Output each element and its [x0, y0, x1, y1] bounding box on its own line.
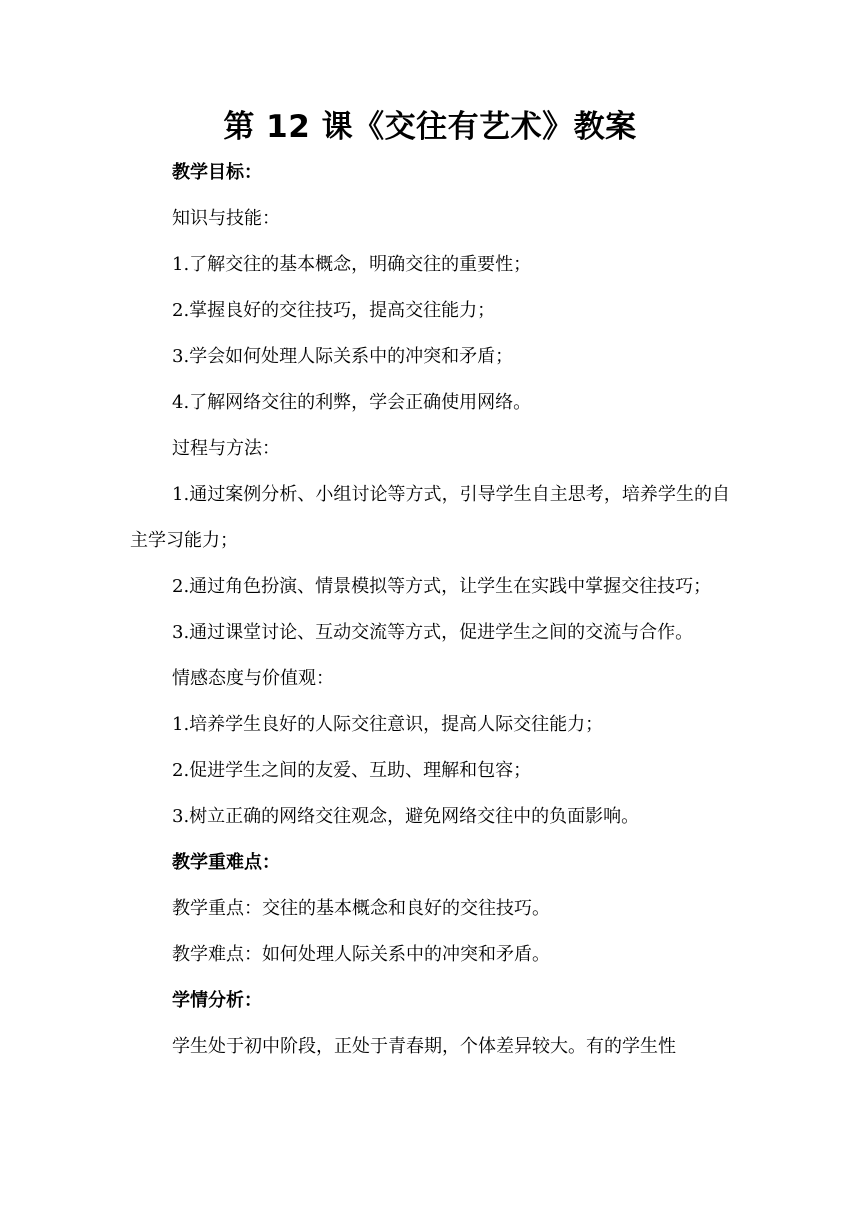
paragraph: 4.了解网络交往的利弊，学会正确使用网络。	[172, 392, 532, 413]
paragraph: 1.了解交往的基本概念，明确交往的重要性；	[172, 254, 532, 275]
paragraph: 3.学会如何处理人际关系中的冲突和矛盾；	[172, 346, 514, 367]
section-heading-key-difficult-points: 教学重难点：	[172, 852, 280, 873]
paragraph: 教学难点：如何处理人际关系中的冲突和矛盾。	[172, 944, 550, 965]
subheading-attitudes-values: 情感态度与价值观：	[172, 668, 334, 689]
paragraph: 2.掌握良好的交往技巧，提高交往能力；	[172, 300, 496, 321]
document-title: 第 12 课《交往有艺术》教案	[223, 109, 637, 145]
section-heading-student-analysis: 学情分析：	[172, 990, 262, 1011]
paragraph: 2.促进学生之间的友爱、互助、理解和包容；	[172, 760, 532, 781]
subheading-process-methods: 过程与方法：	[172, 438, 280, 459]
paragraph: 教学重点：交往的基本概念和良好的交往技巧。	[172, 898, 550, 919]
paragraph: 1.通过案例分析、小组讨论等方式，引导学生自主思考，培养学生的自主学习能力；	[130, 484, 730, 551]
document-body	[130, 150, 730, 1070]
paragraph: 2.通过角色扮演、情景模拟等方式，让学生在实践中掌握交往技巧；	[172, 576, 712, 597]
subheading-knowledge-skills: 知识与技能：	[172, 208, 280, 229]
paragraph: 学生处于初中阶段，正处于青春期，个体差异较大。有的学生性	[172, 1036, 676, 1057]
paragraph: 3.树立正确的网络交往观念，避免网络交往中的负面影响。	[172, 806, 640, 827]
paragraph: 3.通过课堂讨论、互动交流等方式，促进学生之间的交流与合作。	[172, 622, 694, 643]
section-heading-objectives: 教学目标：	[172, 162, 262, 183]
paragraph: 1.培养学生良好的人际交往意识，提高人际交往能力；	[172, 714, 604, 735]
